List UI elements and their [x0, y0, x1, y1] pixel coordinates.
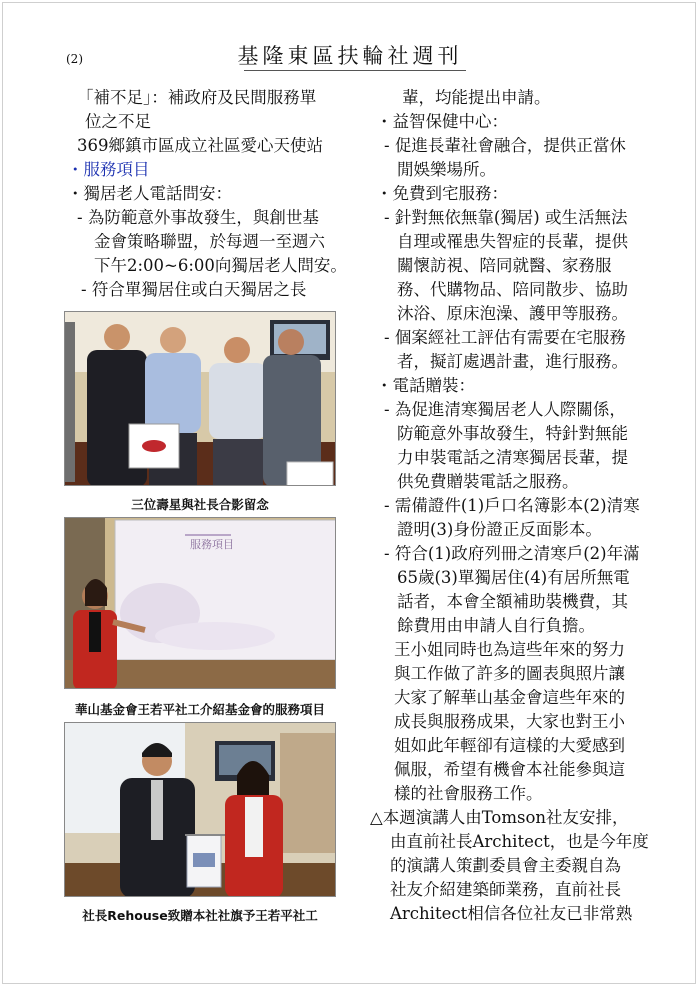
text-line: Architect相信各位社友已非常熟	[390, 904, 633, 923]
text-line: 「補不足」：補政府及民間服務單	[77, 88, 317, 107]
text-line: 樣的社會服務工作。	[394, 784, 543, 803]
text-line: 防範意外事故發生，特針對無能	[397, 424, 628, 443]
text-line: 金會策略聯盟，於每週一至週六	[94, 232, 325, 251]
slide-heading: 服務項目	[190, 538, 234, 551]
text-line: 由直前社長Architect，也是今年度	[390, 832, 649, 851]
photo-speaker-presentation	[64, 517, 336, 689]
photo2-caption: 華山基金會王若平社工介紹基金會的服務項目	[74, 702, 325, 717]
text-line: 與工作做了許多的圖表與照片讓	[394, 664, 625, 683]
text-line: 下午2:00~6:00向獨居老人問安。	[94, 256, 347, 275]
text-line: - 為防範意外事故發生，與創世基	[77, 208, 319, 227]
text-line: 大家了解華山基金會這些年來的	[394, 688, 625, 707]
right-column	[370, 86, 660, 926]
bullet-heading: ・獨居老人電話問安：	[67, 184, 232, 203]
text-line: 務、代購物品、陪同散步、協助	[397, 280, 628, 299]
text-line: 者，擬訂處遇計畫，進行服務。	[397, 352, 628, 371]
text-line: △本週演講人由Tomson社友安排，	[370, 808, 629, 827]
text-line: 沐浴、原床泡澡、護甲等服務。	[397, 304, 628, 323]
text-line: 關懷訪視、陪同就醫、家務服	[397, 256, 612, 275]
title-underline	[244, 70, 466, 71]
text-line: 證明(3)身份證正反面影本。	[397, 520, 602, 539]
text-line: 話者，本會全額補助裝機費，其	[397, 592, 628, 611]
text-line: 369鄉鎮市區成立社區愛心天使站	[77, 136, 323, 155]
text-line: 社友介紹建築師業務，直前社長	[390, 880, 621, 899]
text-line: - 促進長輩社會融合，提供正當休	[384, 136, 626, 155]
left-column	[64, 86, 347, 302]
page-number: (2)	[66, 52, 83, 66]
text-line: 閒娛樂場所。	[397, 160, 496, 179]
text-line: 成長與服務成果，大家也對王小	[394, 712, 625, 731]
section-heading: ・服務項目	[67, 160, 150, 179]
text-line: 位之不足	[85, 112, 151, 131]
text-line: - 針對無依無靠(獨居) 或生活無法	[384, 208, 628, 227]
text-line: 王小姐同時也為這些年來的努力	[394, 640, 625, 659]
text-line: 的演講人策劃委員會主委親自為	[390, 856, 621, 875]
text-line: 力申裝電話之清寒獨居長輩，提	[397, 448, 628, 467]
text-line: 自理或罹患失智症的長輩，提供	[397, 232, 628, 251]
text-line: 佩服，希望有機會本社能參與這	[394, 760, 625, 779]
text-line: - 需備證件(1)戶口名簿影本(2)清寒	[384, 496, 640, 515]
newsletter-title: 基隆東區扶輪社週刊	[237, 44, 463, 68]
photo3-caption: 社長Rehouse致贈本社社旗予王若平社工	[82, 908, 318, 923]
bullet-heading: ・電話贈裝：	[376, 376, 475, 395]
text-line: 餘費用由申請人自行負擔。	[397, 616, 595, 635]
text-line: 輩，均能提出申請。	[402, 88, 551, 107]
text-line: 姐如此年輕卻有這樣的大愛感到	[394, 736, 625, 755]
text-line: - 個案經社工評估有需要在宅服務	[384, 328, 626, 347]
photo-flag-exchange	[64, 722, 336, 897]
photo-birthday-group	[64, 311, 336, 486]
text-line: - 符合(1)政府列冊之清寒戶(2)年滿	[384, 544, 640, 563]
photo1-caption: 三位壽星與社長合影留念	[131, 497, 269, 512]
bullet-heading: ・免費到宅服務：	[376, 184, 508, 203]
bullet-heading: ・益智保健中心：	[376, 112, 508, 131]
text-line: - 符合單獨居住或白天獨居之長	[81, 280, 307, 299]
text-line: - 為促進清寒獨居老人人際關係，	[384, 400, 626, 419]
text-line: 65歲(3)單獨居住(4)有居所無電	[397, 568, 630, 587]
text-line: 供免費贈裝電話之服務。	[397, 472, 579, 491]
